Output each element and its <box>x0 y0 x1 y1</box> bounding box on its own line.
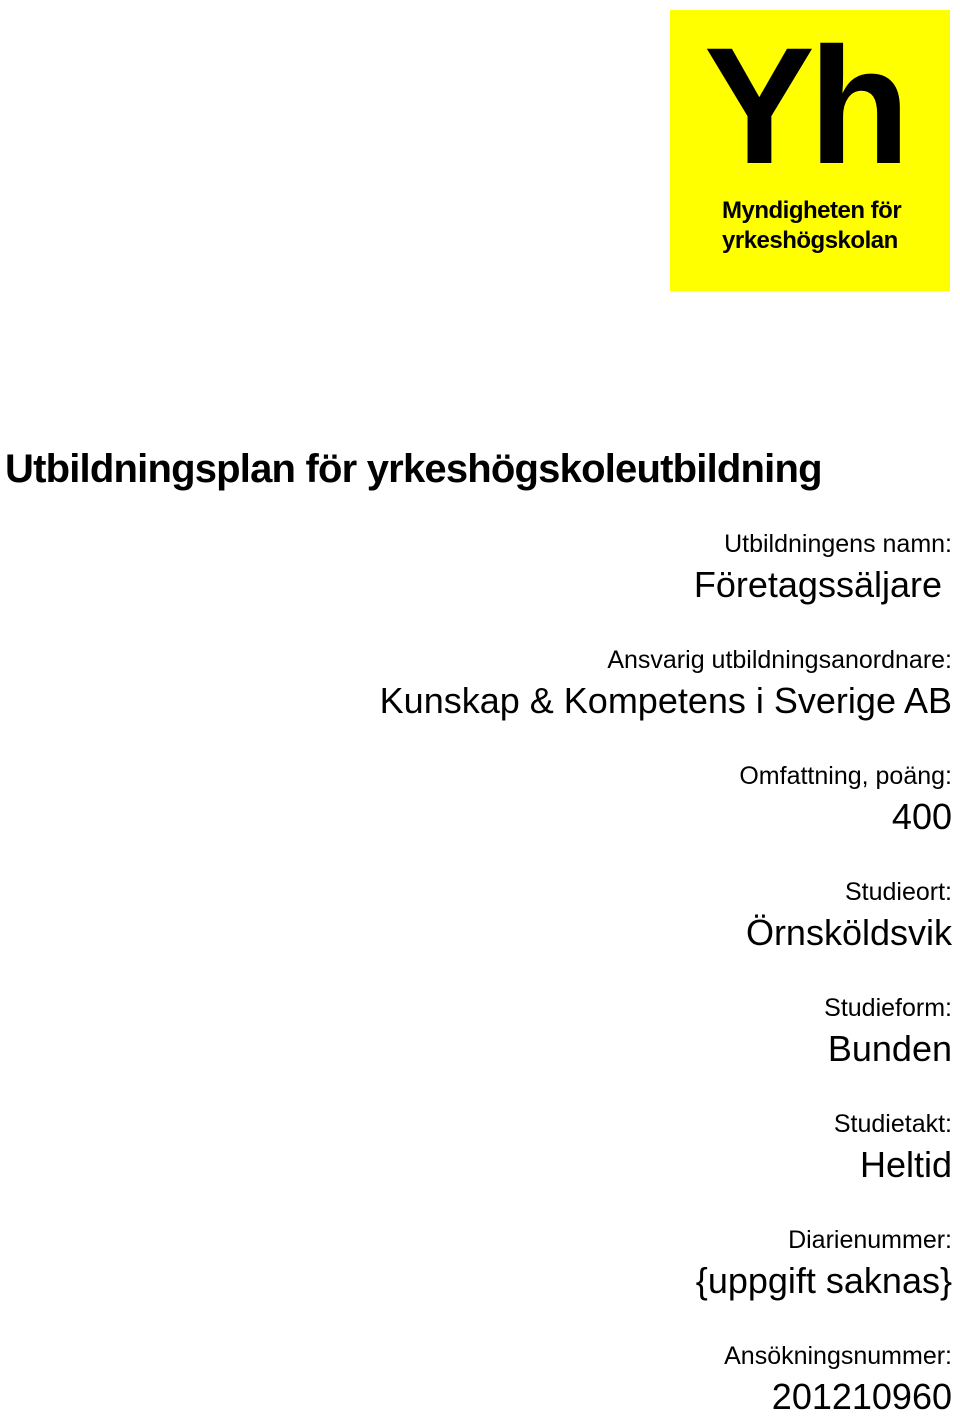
logo-text-line-1: Myndigheten för <box>722 197 902 224</box>
field-value: Företagssäljare <box>693 564 942 605</box>
field-label: Diarienummer: <box>788 1226 952 1254</box>
yh-logo <box>670 10 950 291</box>
field-study-form <box>380 990 952 1072</box>
field-study-pace <box>380 1106 952 1188</box>
field-label: Studieform: <box>824 994 952 1022</box>
field-application-number <box>380 1338 952 1420</box>
field-label: Studietakt: <box>833 1110 952 1138</box>
field-value: Örnsköldsvik <box>745 912 952 953</box>
field-credits <box>380 758 952 840</box>
field-value: Bunden <box>827 1028 952 1069</box>
field-provider <box>380 642 952 724</box>
logo-text-line-2: yrkeshögskolan <box>722 227 898 254</box>
field-label: Ansökningsnummer: <box>724 1342 952 1370</box>
field-value: Kunskap & Kompetens i Sverige AB <box>379 680 952 721</box>
logo-mark: Yh <box>704 14 905 199</box>
document-title: Utbildningsplan för yrkeshögskoleutbildning <box>5 447 822 491</box>
logo-agency-name <box>722 196 901 256</box>
field-value: 201210960 <box>771 1376 952 1417</box>
field-label: Ansvarig utbildningsanordnare: <box>607 646 952 674</box>
field-value: {uppgift saknas} <box>695 1260 952 1301</box>
field-program-name <box>380 526 952 608</box>
field-value: 400 <box>891 796 952 837</box>
field-study-location <box>380 874 952 956</box>
field-label: Utbildningens namn: <box>724 530 952 558</box>
program-details <box>380 526 952 1420</box>
field-label: Studieort: <box>844 878 952 906</box>
field-value: Heltid <box>859 1144 952 1185</box>
field-registration-number <box>380 1222 952 1304</box>
field-label: Omfattning, poäng: <box>739 762 952 790</box>
